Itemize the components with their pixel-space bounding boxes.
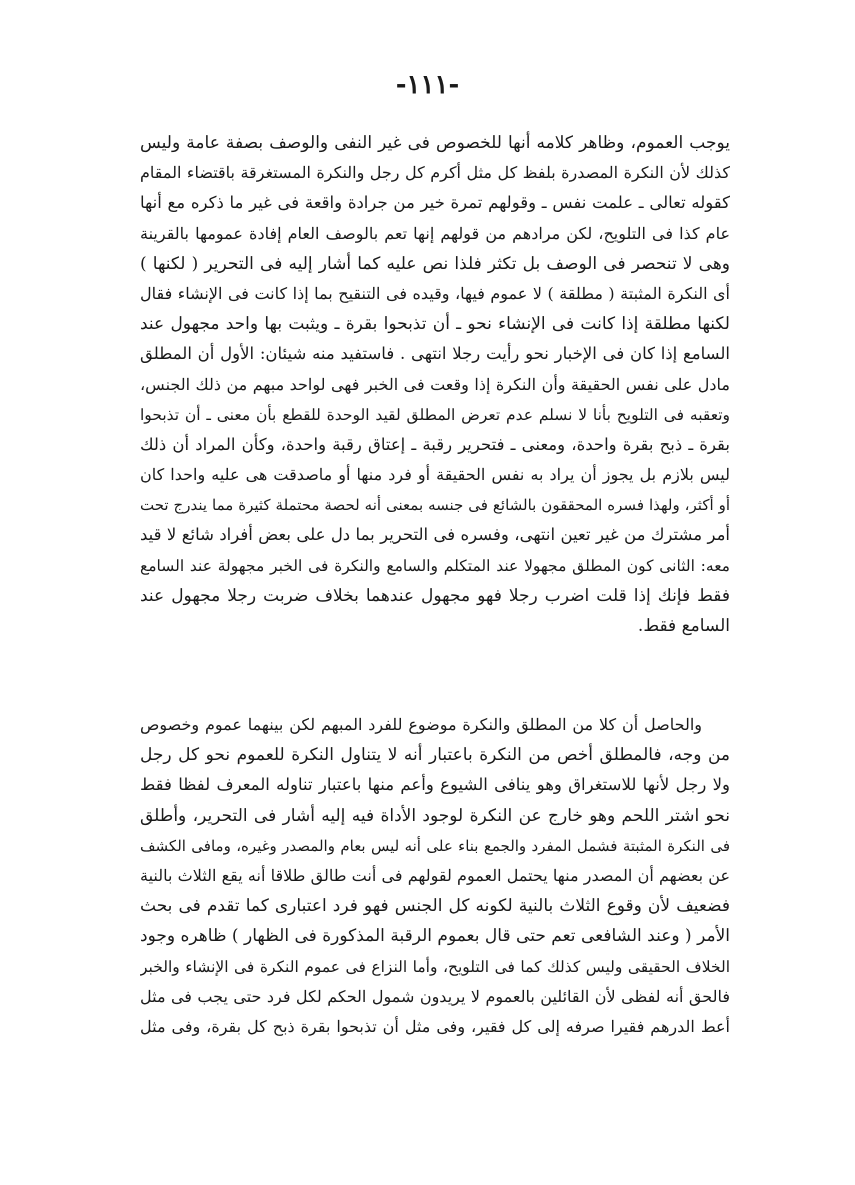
text-line: وتعقبه فى التلويح بأنا لا نسلم عدم تعرض المطلق لقيد الوحدة للقطع بأن معنى ـ أن تذبحوا (140, 405, 730, 424)
text-line: كذلك لأن النكرة المصدرة بلفظ كل مثل أكرم كل رجل والنكرة المستغرقة باقتضاء المقام (140, 163, 730, 183)
text-line: فالحق أنه لفظى لأن القائلين بالعموم لا يريدون شمول الحكم لكل فرد حتى يجب فى مثل (140, 986, 730, 1006)
text-line: السامع إذا كان فى الإخبار نحو رأيت رجلا انتهى . فاستفيد منه شيئان: الأول أن المطلق (140, 344, 730, 364)
text-line: عن بعضهم أن المصدر منها يحتمل العموم لقولهم فى أنت طالق طلاقا أنه يقع الثلاث بالنية (140, 865, 730, 885)
text-line: يوجب العموم، وظاهر كلامه أنها للخصوص فى غير النفى والوصف بصفة عامة وليس (140, 133, 730, 153)
text-line: فى النكرة المثبتة فشمل المفرد والجمع بناء على أنه ليس بعام والمصدر وغيره، ومافى الكشف (140, 836, 730, 855)
text-line: ليس بلازم بل يجوز أن يراد به نفس الحقيقة أو فرد منها أو ماصدقت هى عليه واحدا كان (140, 465, 730, 485)
text-line: لكنها مطلقة إذا كانت فى الإنشاء نحو ـ أن تذبحوا بقرة ـ ويثبت بها واحد مجهول عند (140, 314, 730, 335)
text-line: أعط الدرهم فقيرا صرفه إلى كل فقير، وفى مثل أن تذبحوا بقرة ذبح كل بقرة، وفى مثل (140, 1016, 730, 1036)
text-line: ولا رجل لأنها للاستغراق وهو ينافى الشيوع وأعم منها باعتبار تناوله المعرف لفظا فقط (140, 775, 730, 795)
text-line: كقوله تعالى ـ علمت نفس ـ وقولهم تمرة خير من جرادة واقعة فى غير ما ذكره مع أنها (140, 193, 730, 213)
text-line: أمر مشترك من غير تعين انتهى، وفسره فى التحرير بما دل على بعض أفراد شائع لا قيد (140, 525, 730, 545)
text-line: أى النكرة المثبتة ( مطلقة ) لا عموم فيها، وقيده فى التنقيح بما إذا كانت فى الإنشاء فقال (140, 283, 730, 303)
page-number: -١١١- (395, 70, 460, 100)
text-line: الأمر ( وعند الشافعى تعم حتى قال بعموم الرقبة المذكورة فى الظهار ) ظاهره وجود (140, 926, 730, 947)
text-line: مادل على نفس الحقيقة وأن النكرة إذا وقعت فى الخبر فهى لواحد مبهم من ذلك الجنس، (140, 374, 730, 394)
text-line: نحو اشتر اللحم وهو خارج عن النكرة لوجود الأداة فيه إليه أشار فى التحرير، وأطلق (140, 805, 730, 826)
text-line: والحاصل أن كلا من المطلق والنكرة موضوع للفرد المبهم لكن بينهما عموم وخصوص (140, 715, 702, 734)
text-line: فضعيف لأن وقوع الثلاث بالنية لكونه كل الجنس فهو فرد اعتبارى كما تقدم فى بحث (140, 896, 730, 917)
text-line: من وجه، فالمطلق أخص من النكرة باعتبار أنه لا يتناول النكرة للعموم نحو كل رجل (140, 745, 730, 766)
text-line: بقرة ـ ذبح بقرة واحدة، ومعنى ـ فتحرير رقبة ـ إعتاق رقبة واحدة، وكأن المراد أن ذلك (140, 434, 730, 454)
text-line: فقط فإنك إذا قلت اضرب رجلا فهو مجهول عندهما بخلاف ضربت رجلا مجهول عند (140, 585, 730, 606)
text-line: عام كذا فى التلويح، لكن مرادهم من قولهم إنها تعم بالوصف العام إفادة عمومها بالقرينة (140, 223, 730, 243)
text-line: وهى لا تنحصر فى الوصف بل تكثر فلذا نص عليه كما أشار إليه فى التحرير ( لكنها ) (140, 253, 730, 274)
paragraph-1 (140, 128, 730, 641)
text-line: معه: الثانى كون المطلق مجهولا عند المتكلم والسامع والنكرة فى الخبر مجهولة عند السامع (140, 556, 730, 575)
text-line: أو أكثر، ولهذا فسره المحققون بالشائع فى جنسه بمعنى أنه لحصة محتملة كثيرة مما يندرج تحت (140, 496, 730, 515)
text-line: السامع فقط. (637, 616, 730, 636)
text-line: الخلاف الحقيقى وليس كذلك كما فى التلويح، وأما النزاع فى عموم النكرة فى الإنشاء والخبر (140, 957, 730, 976)
paragraph-2 (140, 710, 730, 1042)
